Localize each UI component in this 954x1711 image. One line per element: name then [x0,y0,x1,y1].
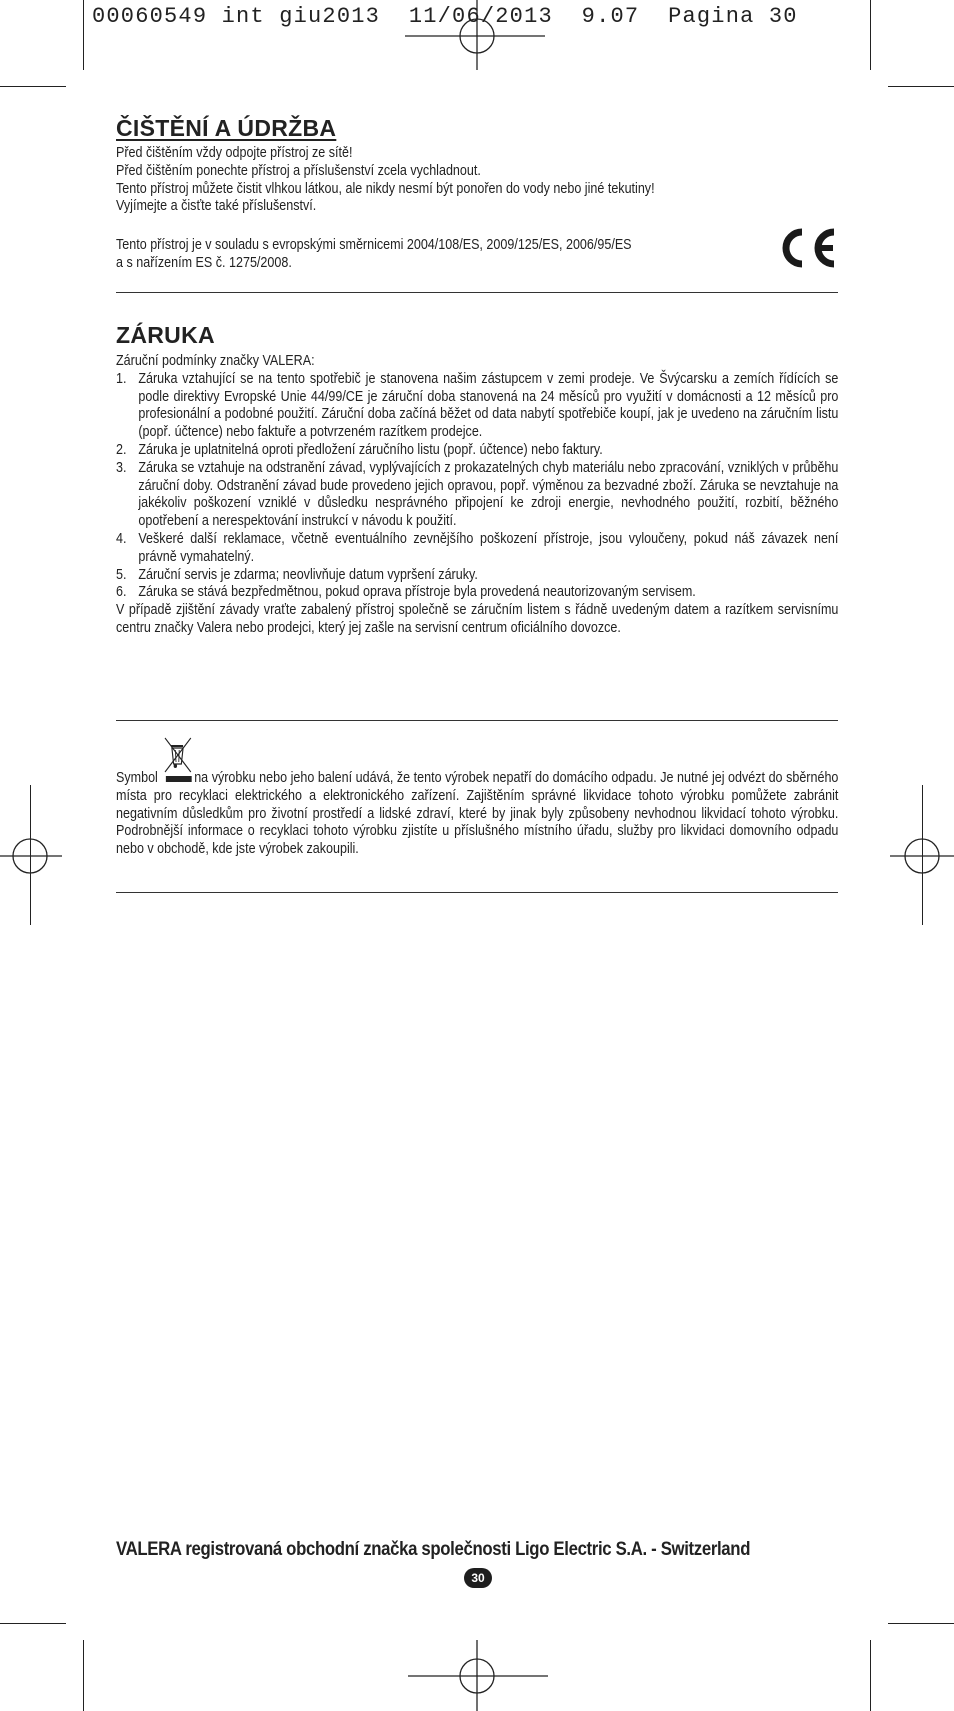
divider [116,892,838,893]
cleaning-instructions [116,145,838,216]
list-item: 1. Záruka vztahující se na tento spotřebič je stanovena našim zástupcem v zemi prodeje. Ve Švýcarsku a zemích řídících se podle direktivy Evropské Unie 44/99/CE je záruční doba stanovená na 24 měsíců pro využití v domácnosti a 12 měsíců pro profesionální a podobné použití. Záruční doba začíná běžet od data nabytí spotřebiče koupí, jak je uvedeno na záručním listu (popř. účtence) nebo faktuře a potvrzeném razítkem prodejce. [116,370,839,441]
list-item: 2. Záruka je uplatnitelná oproti předložení záručního listu (popř. účtence) nebo faktury. [116,441,603,458]
disposal-section [116,768,838,859]
cleaning-line: Před čištěním vždy odpojte přístroj ze sítě! [116,145,353,161]
compliance-block [116,237,838,273]
cleaning-section [116,115,838,216]
warranty-title: ZÁRUKA [116,322,215,348]
divider [116,292,838,293]
list-item: 5. Záruční servis je zdarma; neovlivňuje datum vypršení záruky. [116,566,478,583]
warranty-body [116,353,838,638]
warranty-closing: V případě zjištění závady vraťte zabalený přístroj společně se záručním listem s řádně uvedeným datem a razítkem servisnímu centru značky Valera nebo prodejci, který jej zašle na servisní centrum oficiálního dovozce. [116,602,839,636]
cleaning-line: Vyjímejte a čisťte také příslušenství. [116,198,317,215]
disposal-description: na výrobku nebo jeho balení udává, že tento výrobek nepatří do domácího odpadu. Je nutné jej odvézt do sběrného místa pro recyklaci elektrického a elektronického zařízení. Zajištěním správné likvidace tohoto výrobku pomůžete zabránit negativním důsledkům pro životní prostředí a lidské zdraví, které by jinak byly způsobeny nevhodnou likvidací tohoto výrobku. Podrobnější informace o recyklaci tohoto výrobku zjistíte u příslušného místního úřadu, služby pro likvidaci domovního odpadu nebo v obchodě, kde jste výrobek zakoupili. [116,770,839,858]
list-item: 4. Veškeré další reklamace, včetně eventuálního zevnějšího poškození přístroje, jsou vyloučeny, pokud náš závazek není právně vymahatelný. [116,530,839,565]
disposal-text [116,768,838,859]
compliance-line: Tento přístroj je v souladu s evropskými směrnicemi 2004/108/ES, 2009/125/ES, 2006/95/ES [116,237,632,253]
warranty-section [116,322,838,349]
divider [116,720,838,721]
page-number-badge: 30 [464,1568,492,1588]
list-item: 6. Záruka se stává bezpředmětnou, pokud oprava přístroje byla provedená neautorizovaným servisem. [116,584,696,601]
cleaning-line: Tento přístroj můžete čistit vlhkou látkou, ale nikdy nesmí být ponořen do vody nebo jiné tekutiny! [116,180,655,197]
registration-mark-right-icon [890,820,954,892]
registration-mark-left-icon [0,820,62,892]
ce-mark-icon [776,226,838,270]
registration-mark-bottom-icon [405,1640,551,1711]
compliance-line: a s nařízením ES č. 1275/2008. [116,254,292,271]
symbol-word: Symbol [116,770,158,786]
cleaning-title: ČIŠTĚNÍ A ÚDRŽBA [116,115,337,141]
compliance-text [116,237,838,273]
print-slug: 00060549 int giu2013 11/06/2013 9.07 Pagina 30 [92,4,798,29]
crossed-out-wheelie-bin-icon [161,768,190,782]
warranty-list [116,371,838,602]
list-item: 3. Záruka se vztahuje na odstranění závad, vyplývajících z prokazatelných chyb materiálu nebo zpracování, vzniklých v průběhu záruční doby. Odstranění závad bude provedeno jejich opravou, popř. výměnou za bezvadné zboží. Záruka se nevztahuje na jakékoliv poškození vzniklé v důsledku nesprávného připojení ke zdroji energie, nevhodného použití, rozbití, běžného opotřebení a nerespektování instrukcí v návodu k použití. [116,459,839,530]
trademark-notice: VALERA registrovaná obchodní značka společnosti Ligo Electric S.A. - Switzerland [116,1538,751,1560]
warranty-intro: Záruční podmínky značky VALERA: [116,353,315,369]
cleaning-line: Před čištěním ponechte přístroj a příslušenství zcela vychladnout. [116,162,481,179]
warranty-text [116,353,838,638]
